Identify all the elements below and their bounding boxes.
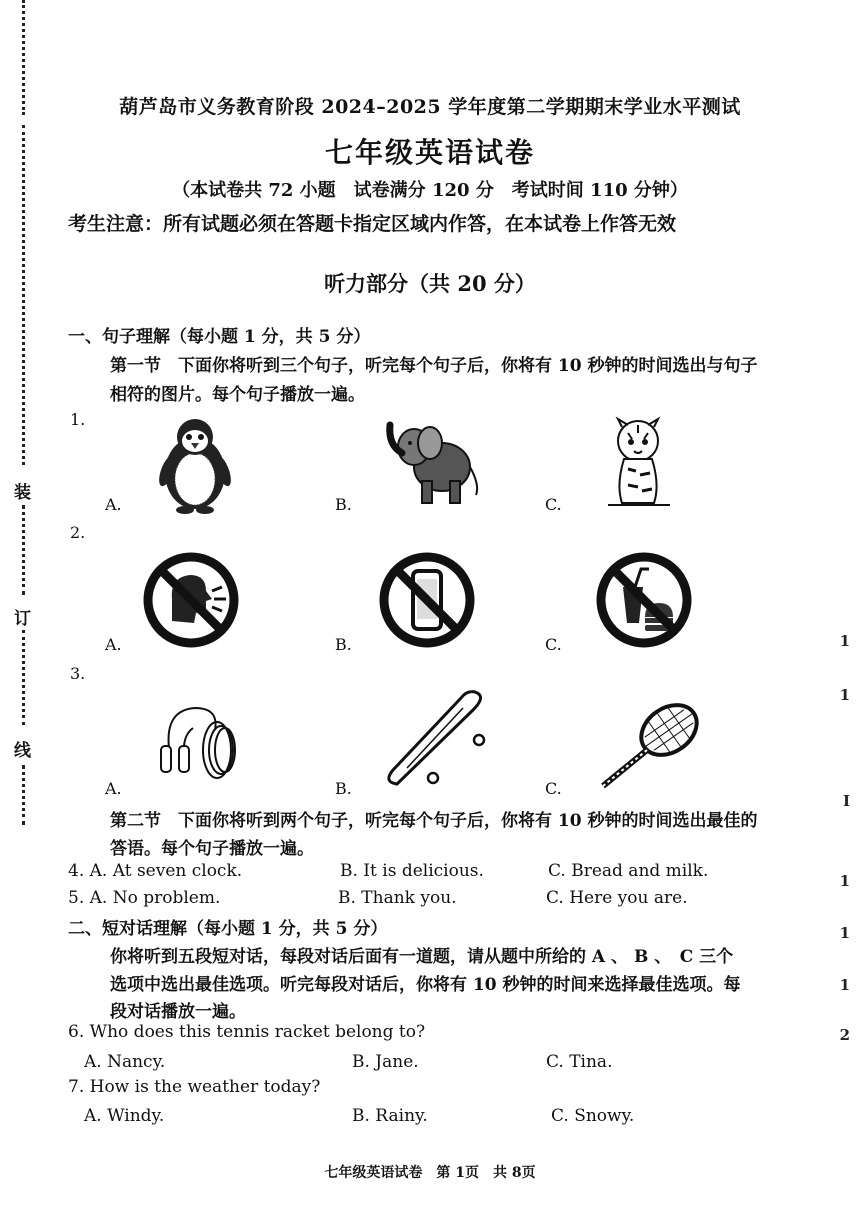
section2-heading: 二、短对话理解（每小题 1 分，共 5 分）: [68, 919, 388, 939]
binding-margin: [14, 0, 44, 840]
option-letter: B.: [335, 635, 352, 654]
binding-char: 订: [14, 609, 31, 629]
q7-option-c: C. Snowy.: [551, 1106, 635, 1126]
exam-title-line1: 葫芦岛市义务教育阶段 2024–2025 学年度第二学期期末学业水平测试: [119, 96, 741, 118]
section1-instruction: 第一节 下面你将听到三个句子，听完每个句子后，你将有 10 秒钟的时间选出与句子: [110, 356, 758, 376]
q6-option-b: B. Jane.: [352, 1052, 419, 1072]
margin-mark: 1: [839, 632, 850, 650]
option-letter: B.: [335, 495, 352, 514]
q5-option-b: B. Thank you.: [338, 888, 457, 908]
section2-instruction: 选项中选出最佳选项。听完每段对话后，你将有 10 秒钟的时间来选择最佳选项。每: [110, 975, 741, 995]
q7-option-a: A. Windy.: [84, 1106, 165, 1126]
option-letter: A.: [105, 635, 122, 654]
part-title: 听力部分（共 20 分）: [324, 271, 536, 296]
q5-number: 5.: [68, 888, 85, 908]
section2-instruction: 段对话播放一遍。: [110, 1002, 246, 1022]
option-letter: A.: [105, 495, 122, 514]
tennis-racket-icon: [595, 698, 705, 793]
page-footer: 七年级英语试卷 第 1页 共 8页: [324, 1165, 536, 1181]
q7-option-b: B. Rainy.: [352, 1106, 428, 1126]
no-talking-icon: [142, 551, 240, 649]
question-number: 1.: [70, 410, 86, 429]
option-letter: A.: [105, 779, 122, 798]
q6-option-c: C. Tina.: [546, 1052, 613, 1072]
no-phone-icon: [378, 551, 476, 649]
q4-option-b: B. It is delicious.: [340, 861, 484, 881]
q6-option-a: A. Nancy.: [84, 1052, 166, 1072]
option-letter: B.: [335, 779, 352, 798]
q4-option-c: C. Bread and milk.: [548, 861, 709, 881]
option-letter: C.: [545, 779, 562, 798]
q5-option-a: [68, 888, 220, 908]
skateboard-icon: [383, 690, 493, 790]
margin-mark: 1: [839, 872, 850, 890]
option-letter: C.: [545, 495, 562, 514]
section1-instruction: 相符的图片。每个句子播放一遍。: [110, 385, 365, 405]
exam-title: 七年级英语试卷: [324, 136, 535, 169]
section1-part2-instruction: 答语。每个句子播放一遍。: [110, 839, 314, 859]
binding-dots: [22, 505, 31, 595]
no-food-drink-icon: [595, 551, 693, 649]
jump-rope-icon: [155, 700, 245, 785]
section1-heading: 一、句子理解（每小题 1 分，共 5 分）: [68, 327, 371, 347]
exam-info: （本试卷共 72 小题 试卷满分 120 分 考试时间 110 分钟）: [172, 180, 688, 201]
binding-dots: [22, 630, 31, 725]
elephant-icon: [380, 415, 485, 510]
q4-option-a: [68, 861, 242, 881]
binding-char: 线: [14, 741, 31, 761]
q4-number: 4.: [68, 861, 85, 881]
margin-mark: 1: [839, 976, 850, 994]
exam-notice: 考生注意：所有试题必须在答题卡指定区域内作答，在本试卷上作答无效: [68, 213, 677, 235]
margin-mark: 1: [839, 686, 850, 704]
q6-stem: 6. Who does this tennis racket belong to?: [68, 1022, 426, 1042]
q7-stem: 7. How is the weather today?: [68, 1077, 321, 1097]
section2-instruction: 你将听到五段短对话，每段对话后面有一道题，请从题中所给的 A 、 B 、 C 三个: [110, 947, 734, 967]
margin-mark: I: [842, 792, 850, 810]
q4-a-text: A. At seven clock.: [89, 861, 243, 881]
binding-dots: [22, 765, 31, 825]
margin-mark: 1: [839, 924, 850, 942]
q5-a-text: A. No problem.: [89, 888, 221, 908]
question-number: 3.: [70, 664, 86, 683]
binding-char: 装: [14, 483, 31, 503]
q5-option-c: C. Here you are.: [546, 888, 688, 908]
right-margin-marks: [834, 560, 850, 1060]
option-letter: C.: [545, 635, 562, 654]
penguin-icon: [155, 415, 235, 515]
tiger-icon: [598, 415, 678, 510]
margin-mark: 2: [839, 1026, 850, 1044]
section1-part2-instruction: 第二节 下面你将听到两个句子，听完每个句子后，你将有 10 秒钟的时间选出最佳的: [110, 811, 758, 831]
question-number: 2.: [70, 523, 86, 542]
